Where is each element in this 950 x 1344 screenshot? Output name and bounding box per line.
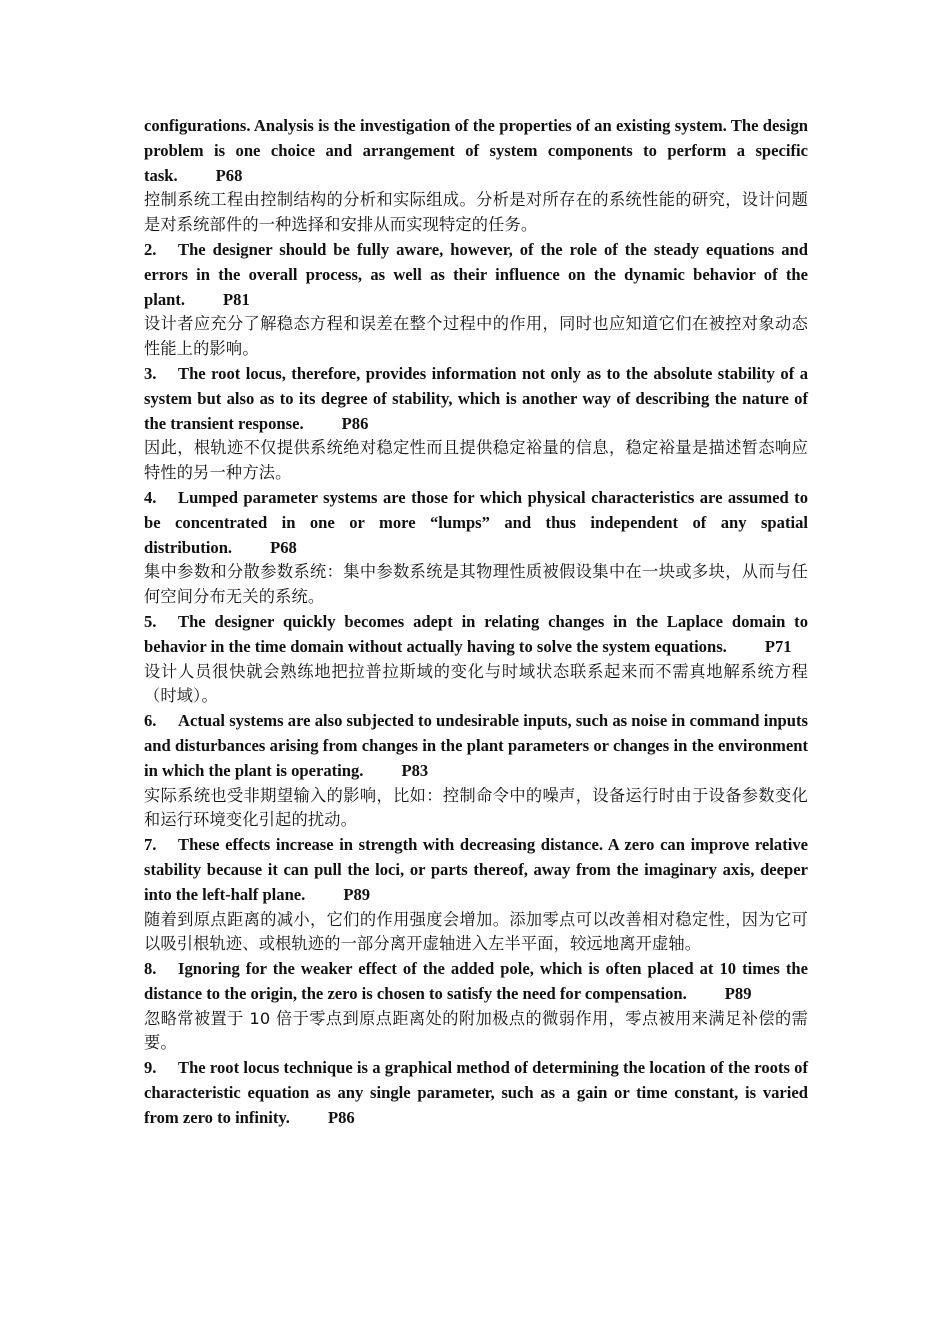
entry-8-number: 8. [144, 959, 157, 979]
entry-2-number: 2. [144, 239, 157, 259]
document-page [144, 114, 808, 1131]
entry-2-text: The designer should be fully aware, however, of the role of the steady equations and errors in the overall process, as well as their influence on the dynamic behavior of the plant. [144, 239, 808, 309]
entry-1-page-ref: P68 [215, 165, 243, 185]
entry-4-chinese: 集中参数和分散参数系统：集中参数系统是其物理性质被假设集中在一块或多块，从而与任何空间分布无关的系统。 [144, 562, 808, 607]
entry-5-page-ref: P71 [764, 636, 792, 656]
entry-7-page-ref: P89 [343, 884, 371, 904]
entry-3-number: 3. [144, 363, 157, 383]
entry-8-chinese: 忽略常被置于 10 倍于零点到原点距离处的附加极点的微弱作用，零点被用来满足补偿的需要。 [144, 1008, 808, 1053]
entry-9-page-ref: P86 [327, 1107, 355, 1127]
entry-9-number: 9. [144, 1058, 157, 1078]
entry-6-number: 6. [144, 711, 157, 731]
entry-8-page-ref: P89 [724, 983, 752, 1003]
entry-6-chinese: 实际系统也受非期望输入的影响，比如：控制命令中的噪声，设备运行时由于设备参数变化和运行环境变化引起的扰动。 [144, 785, 808, 830]
entry-7-number: 7. [144, 835, 157, 855]
entry-2-page-ref: P81 [223, 289, 250, 309]
entry-6-page-ref: P83 [401, 760, 429, 780]
entry-3-english [144, 362, 808, 436]
entry-9-english [144, 1056, 808, 1130]
entry-3-chinese: 因此，根轨迹不仅提供系统绝对稳定性而且提供稳定裕量的信息，稳定裕量是描述暂态响应特性的另一种方法。 [144, 438, 808, 483]
entry-8-text: Ignoring for the weaker effect of the added pole, which is often placed at 10 times the distance to the origin, the zero is chosen to satisfy the need for compensation. [144, 959, 808, 1003]
entry-3-page-ref: P86 [341, 413, 369, 433]
entry-3-text: The root locus, therefore, provides information not only as to the absolute stability of a system but also as to its degree of stability, which is another way of describing the nature of the transient response. [144, 363, 808, 433]
entry-6-text: Actual systems are also subjected to undesirable inputs, such as noise in command inputs and disturbances arising from changes in the plant parameters or changes in the environment in which the plant is operating. [144, 711, 808, 780]
entry-4-page-ref: P68 [270, 537, 297, 557]
entry-7-english [144, 833, 808, 907]
entry-5-chinese: 设计人员很快就会熟练地把拉普拉斯域的变化与时域状态联系起来而不需真地解系统方程（时域）。 [144, 661, 808, 706]
entry-6-english [144, 709, 808, 783]
entry-7-chinese: 随着到原点距离的减小，它们的作用强度会增加。添加零点可以改善相对稳定性，因为它可以吸引根轨迹、或根轨迹的一部分离开虚轴进入左半平面，较远地离开虚轴。 [144, 909, 808, 954]
entry-4-english [144, 486, 808, 560]
entry-5-number: 5. [144, 611, 157, 631]
entry-2-chinese: 设计者应充分了解稳态方程和误差在整个过程中的作用，同时也应知道它们在被控对象动态性能上的影响。 [144, 314, 808, 359]
entry-9-text: The root locus technique is a graphical method of determining the location of the roots of characteristic equation as any single parameter, such as a gain or time constant, is varied from zero to infinity. [144, 1058, 808, 1127]
entry-1-text: configurations. Analysis is the investigation of the properties of an existing system. The design problem is one choice and arrangement of system components to perform a specific task. [144, 116, 808, 185]
entry-7-text: These effects increase in strength with decreasing distance. A zero can improve relative stability because it can pull the loci, or parts thereof, away from the imaginary axis, deeper into the left-half plane. [144, 835, 808, 904]
entry-4-number: 4. [144, 487, 157, 507]
entry-2-english [144, 238, 808, 312]
entry-5-english [144, 610, 808, 660]
entry-4-text: Lumped parameter systems are those for which physical characteristics are assumed to be concentrated in one or more “lumps” and thus independent of any spatial distribution. [144, 487, 808, 557]
entry-1-chinese: 控制系统工程由控制结构的分析和实际组成。分析是对所存在的系统性能的研究，设计问题是对系统部件的一种选择和安排从而实现特定的任务。 [144, 190, 808, 235]
entry-8-english [144, 957, 808, 1007]
entry-1-english [144, 114, 808, 188]
entry-5-text: The designer quickly becomes adept in relating changes in the Laplace domain to behavior in the time domain without actually having to solve the system equations. [144, 611, 808, 656]
